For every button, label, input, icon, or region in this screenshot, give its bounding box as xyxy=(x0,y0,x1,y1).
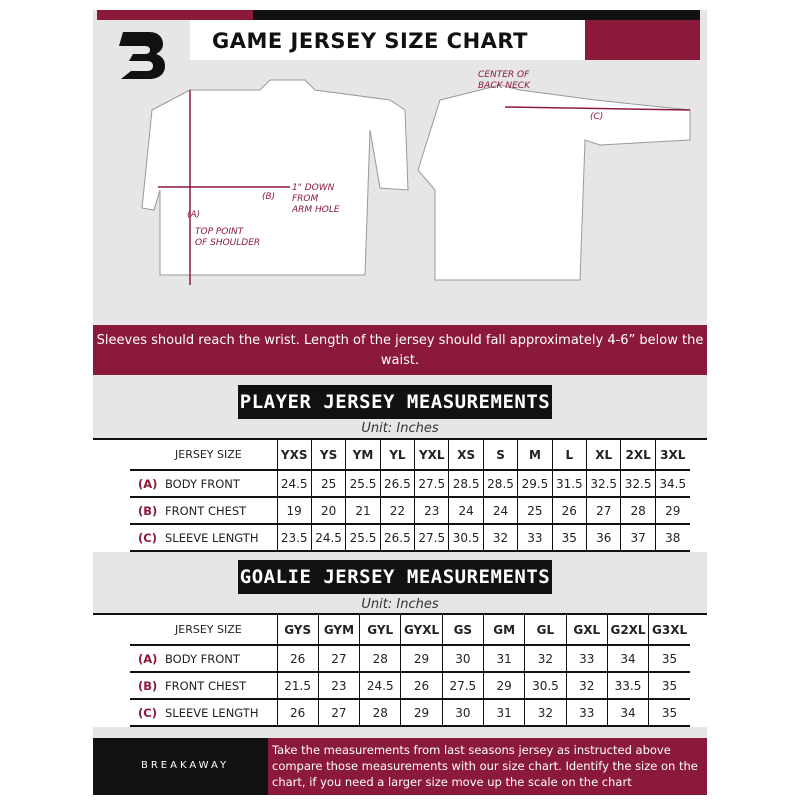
table-cell: 21.5 xyxy=(277,672,318,699)
table-cell: 33.5 xyxy=(607,672,648,699)
measure-label: BODY FRONT xyxy=(165,476,240,491)
label-a-note: TOP POINT OF SHOULDER xyxy=(195,227,261,248)
table-cell: 26 xyxy=(401,672,442,699)
table-cell: 26.5 xyxy=(380,470,414,497)
table-cell: 24 xyxy=(449,497,483,524)
table-cell: 30 xyxy=(442,699,483,726)
jersey-diagram xyxy=(140,70,710,295)
table-cell: 23 xyxy=(415,497,449,524)
measure-label: BODY FRONT xyxy=(165,651,240,666)
size-column-header: XL xyxy=(587,440,621,470)
fit-instructions: Sleeves should reach the wrist. Length of the jersey should fall approximately 4-6” below the waist. xyxy=(93,325,707,375)
table-row xyxy=(130,524,690,551)
table-cell: 31 xyxy=(483,699,524,726)
size-column-header: GM xyxy=(483,615,524,645)
table-cell: 34 xyxy=(607,699,648,726)
table-cell: 27 xyxy=(318,699,359,726)
table-row xyxy=(130,672,690,699)
table-cell: 33 xyxy=(518,524,552,551)
table-cell: 24.5 xyxy=(360,672,401,699)
table-cell: 35 xyxy=(649,699,690,726)
table-row xyxy=(130,470,690,497)
goalie-unit: Unit: Inches xyxy=(361,597,439,612)
measure-key: (A) xyxy=(138,651,158,666)
top-black-bar xyxy=(253,10,700,20)
table-cell: 21 xyxy=(346,497,380,524)
measure-key: (C) xyxy=(138,705,157,720)
table-cell: 22 xyxy=(380,497,414,524)
goalie-size-table xyxy=(93,613,707,727)
size-column-header: L xyxy=(552,440,586,470)
table-cell: 25.5 xyxy=(346,470,380,497)
table-cell: 24.5 xyxy=(311,524,345,551)
table-row xyxy=(130,497,690,524)
table-cell: 35 xyxy=(649,645,690,672)
measure-key: (A) xyxy=(138,476,158,491)
table-cell: 29 xyxy=(401,699,442,726)
table-cell: 28.5 xyxy=(483,470,517,497)
jersey-front xyxy=(142,80,408,275)
measure-key: (C) xyxy=(138,530,157,545)
size-column-header: G2XL xyxy=(607,615,648,645)
size-column-header: 2XL xyxy=(621,440,655,470)
table-cell: 19 xyxy=(277,497,311,524)
table-cell: 32 xyxy=(525,699,566,726)
size-column-header: GYM xyxy=(318,615,359,645)
table-cell: 24.5 xyxy=(277,470,311,497)
table-cell: 26 xyxy=(277,699,318,726)
table-cell: 29 xyxy=(401,645,442,672)
table-cell: 28.5 xyxy=(449,470,483,497)
size-header-label: JERSEY SIZE xyxy=(130,440,277,470)
table-cell: 35 xyxy=(649,672,690,699)
table-cell: 34.5 xyxy=(655,470,689,497)
table-cell: 29 xyxy=(483,672,524,699)
table-cell: 27.5 xyxy=(415,524,449,551)
table-cell: 28 xyxy=(621,497,655,524)
size-column-header: S xyxy=(483,440,517,470)
goalie-section-title: GOALIE JERSEY MEASUREMENTS xyxy=(238,560,552,594)
label-b: (B) xyxy=(262,192,276,202)
table-cell: 26 xyxy=(277,645,318,672)
footer-brand: BREAKAWAY xyxy=(93,738,268,795)
label-back-neck: CENTER OF BACK NECK xyxy=(478,70,530,91)
table-cell: 32 xyxy=(566,672,607,699)
table-cell: 26 xyxy=(552,497,586,524)
table-cell: 38 xyxy=(655,524,689,551)
measure-label: SLEEVE LENGTH xyxy=(165,705,259,720)
measure-label: FRONT CHEST xyxy=(165,678,247,693)
player-size-table xyxy=(93,438,707,552)
measure-key: (B) xyxy=(138,678,158,693)
size-column-header: GS xyxy=(442,615,483,645)
jersey-back xyxy=(418,85,690,280)
size-column-header: GL xyxy=(525,615,566,645)
table-cell: 30.5 xyxy=(525,672,566,699)
measure-key: (B) xyxy=(138,503,158,518)
table-cell: 25.5 xyxy=(346,524,380,551)
size-column-header: YM xyxy=(346,440,380,470)
table-cell: 35 xyxy=(552,524,586,551)
table-cell: 28 xyxy=(360,699,401,726)
table-cell: 32.5 xyxy=(587,470,621,497)
table-cell: 23 xyxy=(318,672,359,699)
measure-label: SLEEVE LENGTH xyxy=(165,530,259,545)
table-cell: 28 xyxy=(360,645,401,672)
table-cell: 31 xyxy=(483,645,524,672)
size-column-header: 3XL xyxy=(655,440,689,470)
table-cell: 20 xyxy=(311,497,345,524)
table-cell: 27.5 xyxy=(442,672,483,699)
size-column-header: YS xyxy=(311,440,345,470)
measure-label: FRONT CHEST xyxy=(165,503,247,518)
table-cell: 23.5 xyxy=(277,524,311,551)
size-column-header: G3XL xyxy=(649,615,690,645)
size-column-header: M xyxy=(518,440,552,470)
table-cell: 33 xyxy=(566,645,607,672)
table-cell: 25 xyxy=(311,470,345,497)
table-cell: 36 xyxy=(587,524,621,551)
size-column-header: GYS xyxy=(277,615,318,645)
table-cell: 27 xyxy=(318,645,359,672)
player-unit: Unit: Inches xyxy=(361,421,439,436)
table-cell: 32 xyxy=(525,645,566,672)
label-a: (A) xyxy=(187,210,201,220)
size-column-header: GXL xyxy=(566,615,607,645)
table-cell: 31.5 xyxy=(552,470,586,497)
top-accent-bar xyxy=(97,10,253,20)
table-cell: 34 xyxy=(607,645,648,672)
table-cell: 30 xyxy=(442,645,483,672)
table-row xyxy=(130,699,690,726)
table-cell: 30.5 xyxy=(449,524,483,551)
size-column-header: YL xyxy=(380,440,414,470)
table-cell: 24 xyxy=(483,497,517,524)
table-cell: 32.5 xyxy=(621,470,655,497)
footer-instructions: Take the measurements from last seasons jersey as instructed above compare those measurements with our size chart. Identify the size on the chart, if you need a larger size move up the scale on the chart xyxy=(268,738,707,795)
table-cell: 27 xyxy=(587,497,621,524)
table-cell: 29.5 xyxy=(518,470,552,497)
size-column-header: YXS xyxy=(277,440,311,470)
player-section-title: PLAYER JERSEY MEASUREMENTS xyxy=(238,385,552,419)
size-header-label: JERSEY SIZE xyxy=(130,615,277,645)
table-cell: 32 xyxy=(483,524,517,551)
size-column-header: GYL xyxy=(360,615,401,645)
size-column-header: XS xyxy=(449,440,483,470)
table-row xyxy=(130,645,690,672)
size-column-header: GYXL xyxy=(401,615,442,645)
table-cell: 37 xyxy=(621,524,655,551)
table-cell: 26.5 xyxy=(380,524,414,551)
page-title: GAME JERSEY SIZE CHART xyxy=(190,20,585,60)
title-accent-block xyxy=(585,20,700,60)
table-cell: 25 xyxy=(518,497,552,524)
table-cell: 29 xyxy=(655,497,689,524)
table-cell: 27.5 xyxy=(415,470,449,497)
label-b-note: 1" DOWN FROM ARM HOLE xyxy=(292,183,340,215)
table-cell: 33 xyxy=(566,699,607,726)
label-c: (C) xyxy=(590,112,604,122)
size-column-header: YXL xyxy=(415,440,449,470)
